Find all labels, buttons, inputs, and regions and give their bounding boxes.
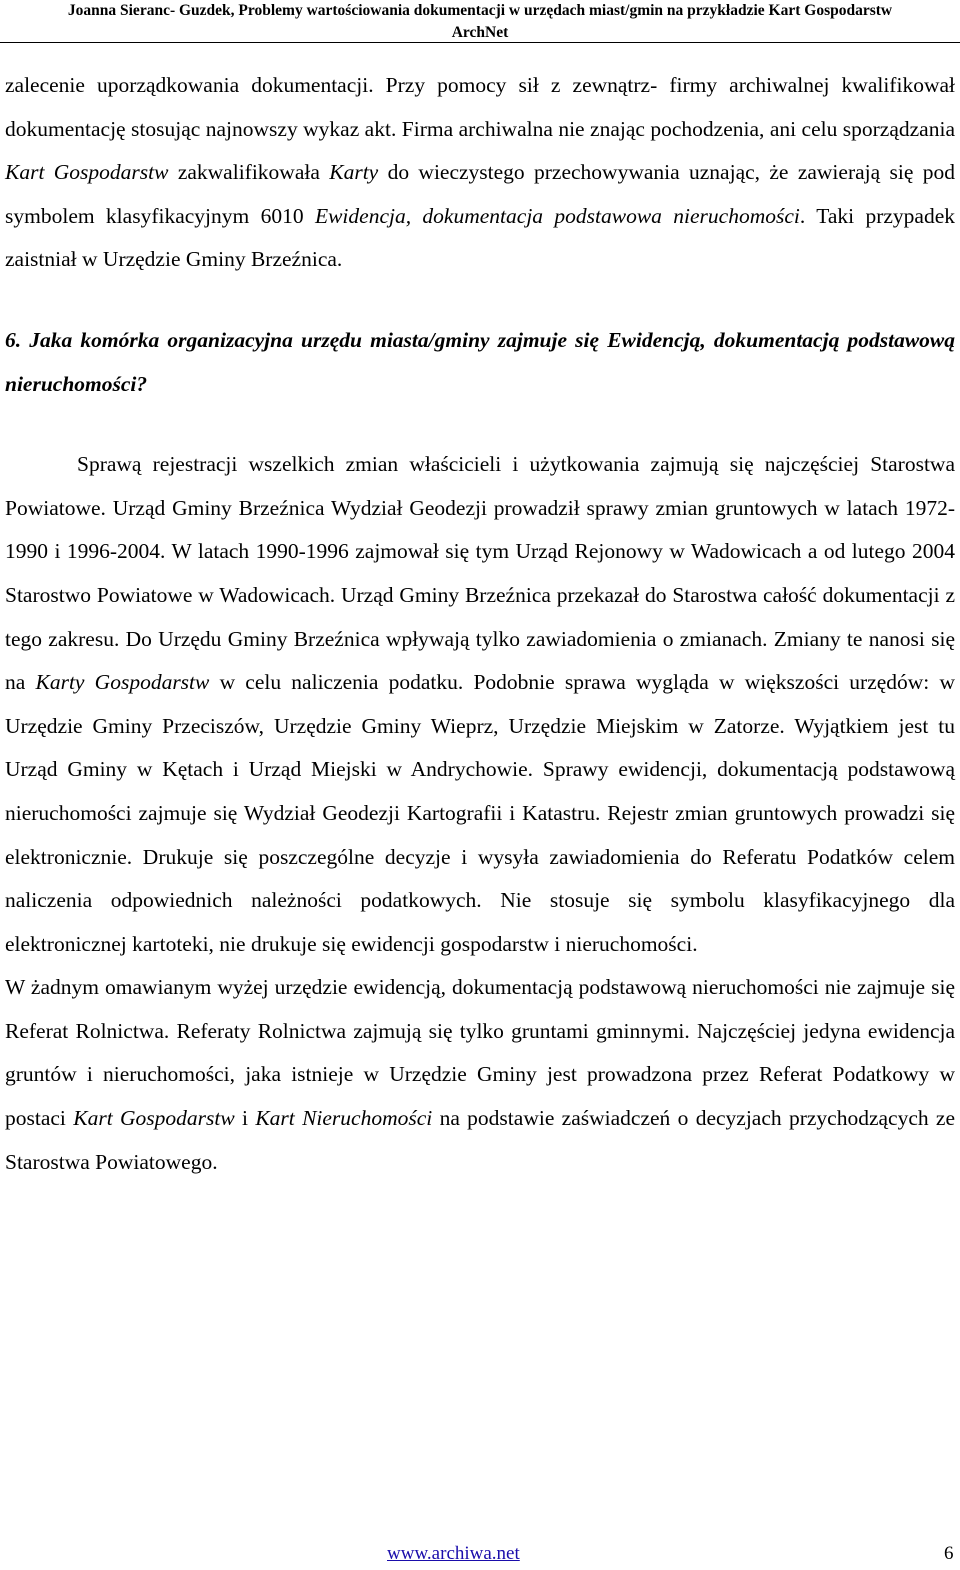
text-run: do wieczystego przechowywania uznając, że zawierają się pod symbolem klasyfikacyjnym 6010: [5, 160, 955, 228]
text-run: zakwalifikowała: [168, 160, 330, 185]
text-run: na podstawie zaświadczeń o decyzjach przychodzących ze Starostwa Powiatowego.: [5, 1106, 956, 1174]
page-number: 6: [944, 1543, 954, 1564]
text-run: Sprawą rejestracji wszelkich zmian właścicieli i użytkowania zajmują się najczęściej Starostwa Powiatowe. Urząd Gminy Brzeźnica Wydział Geodezji prowadził sprawy zmian gruntowych w latach 1972-1990 i 1996-2004. W latach 1990-1996 zajmował się tym Urząd Rejonowy w Wadowicach a od lutego 2004 Starostwo Powiatowe w Wadowicach. Urząd Gminy Brzeźnica przekazał do Starostwa całość dokumentacji z tego zakresu. Do Urzędu Gminy Brzeźnica wpływają tylko zawiadomienia o zmianach. Zmiany te nanosi się na: [5, 452, 955, 695]
italic-run: Kart Gospodarstw: [73, 1106, 235, 1131]
text-run: w celu naliczenia podatku. Podobnie sprawa wygląda w większości urzędów: w Urzędzie Gminy Przeciszów, Urzędzie Gminy Wieprz, Urzędzie Miejskim w Zatorze. Wyjątkiem jest tu Urząd Gminy w Kętach i Urząd Miejski w Andrychowie. Sprawy ewidencji, dokumentacją podstawową nieruchomości zajmuje się Wydział Geodezji Kartografii i Katastru. Rejestr zmian gruntowych prowadzi się elektronicznie. Drukuje się poszczególne decyzje i wysyła zawiadomienia do Referatu Podatków celem naliczenia odpowiednich należności podatkowych. Nie stosuje się symbolu klasyfikacyjnego dla elektronicznej kartoteki, nie drukuje się ewidencji gospodarstw i nieruchomości.: [5, 670, 955, 956]
running-header: [0, 0, 960, 44]
italic-run: Karty: [329, 160, 379, 185]
paragraph-intro: [5, 64, 955, 282]
header-subtitle: ArchNet: [451, 24, 509, 41]
footer-website-link[interactable]: www.archiwa.net: [387, 1543, 520, 1564]
document-body: [5, 64, 955, 1184]
header-title: Joanna Sieranc- Guzdek, Problemy wartościowania dokumentacji w urzędach miast/gmin na przykładzie Kart Gospodarstw: [67, 2, 893, 19]
paragraph-main: [5, 443, 955, 966]
header-divider: [0, 42, 960, 43]
italic-run: Kart Nieruchomości: [255, 1106, 433, 1131]
text-run: i: [234, 1106, 256, 1131]
paragraph-closing: [5, 966, 955, 1184]
text-run: W żadnym omawianym wyżej urzędzie ewidencją, dokumentacją podstawową nieruchomości nie zajmuje się Referat Rolnictwa. Referaty Rolnictwa zajmują się tylko gruntami gminnymi. Najczęściej jedyna ewidencja gruntów i nieruchomości, jaka istnieje w Urzędzie Gminy jest prowadzona przez Referat Podatkowy w postaci: [5, 975, 955, 1131]
text-run: zalecenie uporządkowania dokumentacji. Przy pomocy sił z zewnątrz- firmy archiwalnej kwalifikował dokumentację stosując najnowszy wykaz akt. Firma archiwalna nie znając pochodzenia, ani celu sporządzania: [5, 73, 955, 141]
italic-run: Ewidencja, dokumentacja podstawowa nieruchomości: [314, 203, 800, 228]
italic-run: Karty Gospodarstw: [35, 670, 210, 695]
text-run: . Taki przypadek zaistniał w Urzędzie Gminy Brzeźnica.: [5, 203, 955, 272]
section-heading: 6. Jaka komórka organizacyjna urzędu miasta/gminy zajmuje się Ewidencją, dokumentacją podstawową nieruchomości?: [5, 327, 955, 396]
italic-run: Kart Gospodarstw: [5, 160, 169, 185]
